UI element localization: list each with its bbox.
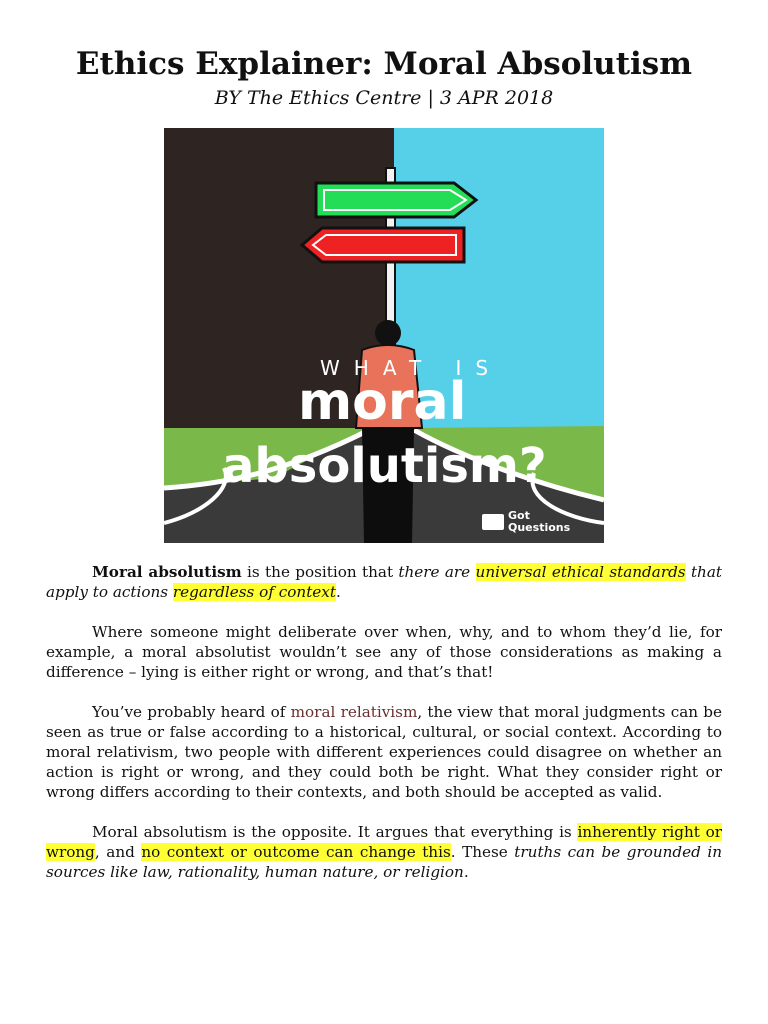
- text: is the position that: [241, 563, 399, 581]
- highlight: universal ethical standards: [475, 563, 686, 581]
- byline: BY The Ethics Centre | 3 APR 2018: [214, 87, 554, 109]
- text: that apply to actions: [46, 563, 722, 601]
- text: .: [335, 583, 341, 601]
- highlight: inherently right or wrong: [46, 823, 723, 861]
- text: Moral absolutism is the opposite. It argues that everything is: [92, 823, 578, 841]
- brand-line2: Questions: [508, 521, 571, 534]
- moral-relativism-link[interactable]: moral relativism: [290, 703, 418, 721]
- overlay-what-is: WHAT IS: [320, 356, 503, 380]
- paragraph-3: [46, 702, 722, 802]
- hero-image: [164, 128, 604, 543]
- paragraph-2: Where someone might deliberate over when, why, and to whom they’d lie, for example, a moral absolutist wouldn’t see any of those considerations as making a difference – lying is either right or wrong, and that’s that!: [46, 623, 722, 681]
- got-questions-logo: [482, 510, 570, 534]
- page-title: Ethics Explainer: Moral Absolutism: [75, 46, 693, 82]
- overlay-absolutism: absolutism?: [222, 438, 547, 494]
- highlight: regardless of context: [172, 583, 336, 601]
- overlay-moral: moral: [298, 372, 467, 432]
- highlight: no context or outcome can change this: [141, 843, 451, 861]
- text: there are: [398, 563, 476, 581]
- text: . These: [450, 843, 515, 861]
- red-sign: [302, 228, 464, 262]
- text: You’ve probably heard of: [92, 703, 291, 721]
- brand-line1: Got: [508, 509, 530, 522]
- italic-text: truths can be grounded in sources like law, rationality, human nature, or religion.: [46, 843, 722, 881]
- paragraph-1: [46, 562, 722, 602]
- text: , the view that moral judgments can be seen as true or false according to a historical, cultural, or social context. According to moral relativism, two people with different experiences could disagree on whether an action is right or wrong, and they could both be right. What they consider right or wrong differs according to their contexts, and both should be accepted as valid.: [46, 703, 722, 801]
- green-sign: [316, 183, 476, 217]
- chat-bubble-icon: [482, 514, 504, 530]
- text: , and: [94, 843, 142, 861]
- article-body: [46, 562, 722, 902]
- person-head: [375, 320, 401, 346]
- term-moral-absolutism: Moral absolutism: [92, 563, 242, 581]
- paragraph-4: [46, 822, 722, 882]
